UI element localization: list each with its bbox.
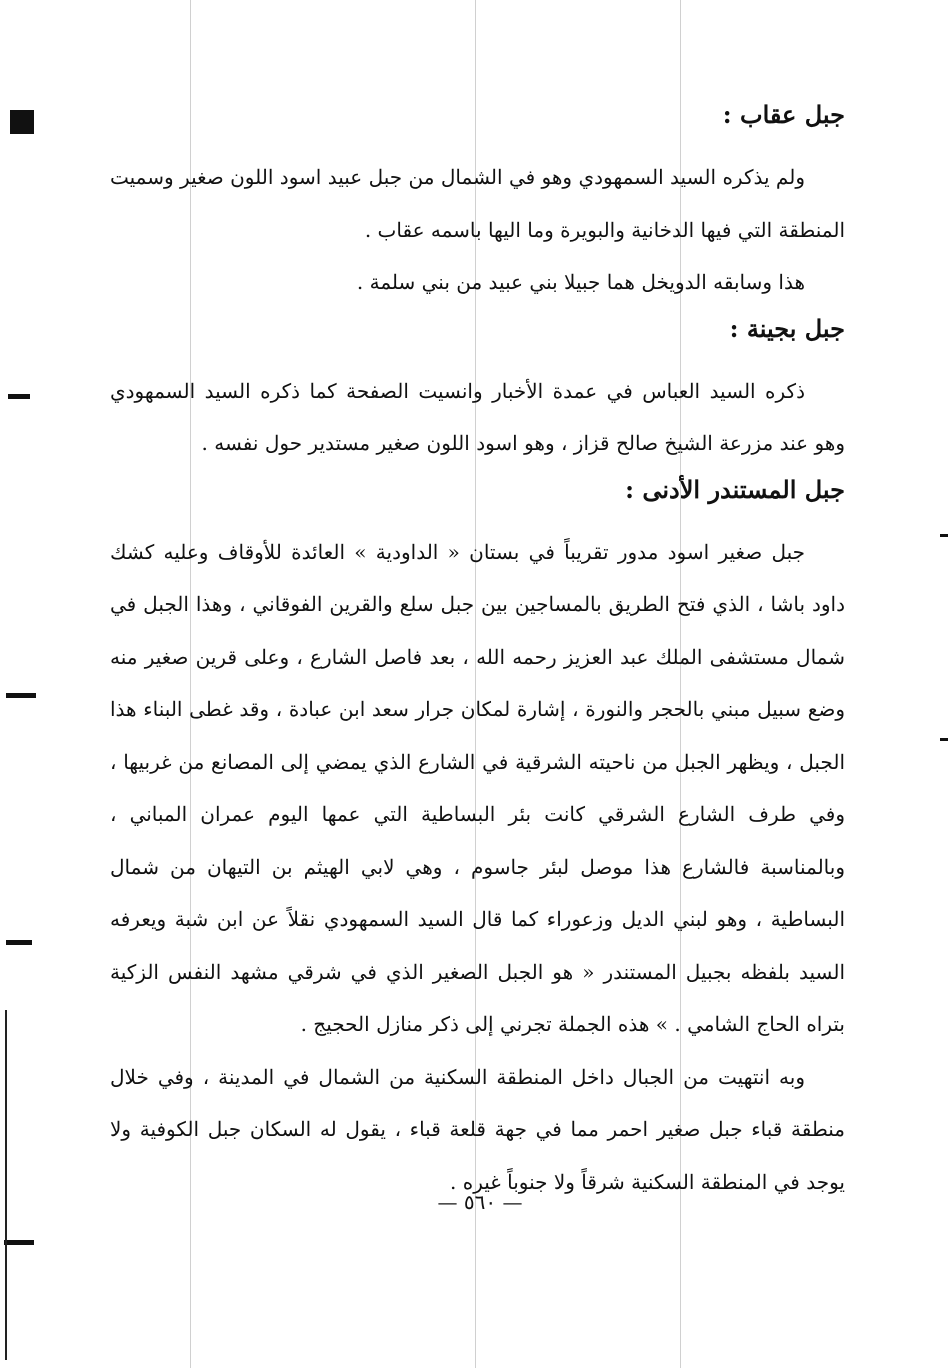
section-heading: جبل عقاب : (722, 100, 845, 129)
body-paragraph: ذكره السيد العباس في عمدة الأخبار وانسيت الصفحة كما ذكره السيد السمهودي وهو عند مزرعة الشيخ صالح قزاز ، وهو اسود اللون صغير مستدير حول نفسه . (110, 378, 845, 455)
body-paragraph: ولم يذكره السيد السمهودي وهو في الشمال من جبل عبيد اسود اللون صغير وسميت المنطقة التي فيها الدخانية والبويرة وما اليها باسمه عقاب . (110, 165, 845, 242)
section-heading: جبل بجينة : (729, 313, 845, 343)
body-paragraph: هذا وسابقه الدويخل هما جبيلا بني عبيد من بني سلمة . (356, 270, 805, 294)
margin-dash-mark (6, 693, 36, 698)
page-number: — ٥٦٠ — (437, 1190, 523, 1214)
margin-dash-mark (8, 394, 30, 399)
section-heading: جبل المستندر الأدنى : (625, 474, 845, 504)
article-body (110, 95, 845, 1208)
margin-dash-mark (940, 534, 948, 537)
body-paragraph: وبه انتهيت من الجبال داخل المنطقة السكنية من الشمال في المدينة ، وفي خلال منطقة قباء جبل صغير احمر مما في جهة قلعة قباء ، يقول له السكان جبل الكوفية ولا يوجد في المنطقة السكنية شرقاً ولا جنوباً غيره . (110, 1064, 845, 1194)
margin-dash-mark (940, 738, 948, 741)
scan-edge-line (5, 1010, 7, 1360)
margin-tab-mark (10, 110, 34, 134)
body-paragraph: جبل صغير اسود مدور تقريباً في بستان « الداودية » العائدة للأوقاف وعليه كشك داود باشا ، الذي فتح الطريق بالمساجين بين جبل سلع والقرين الفوقاني ، وهذا الجبل في شمال مستشفى الملك عبد العزيز رحمه الله ، بعد فاصل الشارع ، وعلى قرين صغير منه وضع سبيل مبني بالحجر والنورة ، إشارة لمكان جرار سعد ابن عبادة ، وقد غطى البناء هذا الجبل ، ويظهر الجبل من ناحيته الشرقية في الشارع الذي يمضي إلى المصانع من غربيها ، وفي طرف الشارع الشرقي كانت بئر البساطية التي عمها اليوم عمران المباني ، وبالمناسبة فالشارع هذا موصل لبئر جاسوم ، وهي لابي الهيثم بن التيهان من شمال البساطية ، وهو لبني الديل وزعوراء كما قال السيد السمهودي نقلاً عن ابن شبة ويعرفه السيد بلفظه بجبيل المستندر « هو الجبل الصغير الذي في شرقي مشهد النفس الزكية بتراه الحاج الشامي . » هذه الجملة تجرني إلى ذكر منازل الحجيج . (110, 539, 845, 1036)
margin-dash-mark (6, 940, 32, 945)
margin-dash-mark (4, 1240, 34, 1245)
